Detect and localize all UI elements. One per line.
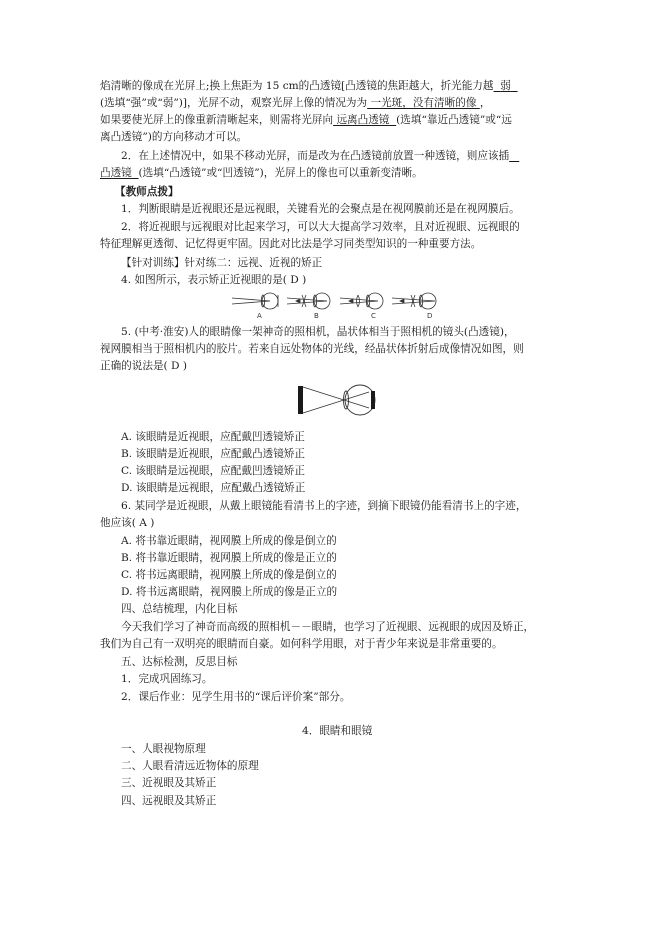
eye-diagram-b <box>287 293 330 309</box>
question-5-line3: 正确的说法是( D ) <box>100 360 188 372</box>
question-4: 4. 如图所示，表示矫正近视眼的是( D ) <box>121 274 307 286</box>
image-bar <box>371 391 375 409</box>
teacher-tip-heading: 【教师点拨】 <box>115 186 179 198</box>
object-bar <box>298 386 303 414</box>
tip-1: 1．判断眼睛是近视眼还是远视眼，关键看光的会聚点是在视网膜前还是在视网膜后。 <box>121 203 520 215</box>
board-item-3: 三、近视眼及其矫正 <box>121 777 217 789</box>
q6-option-c: C. 将书远离眼睛，视网膜上所成的像是倒立的 <box>121 569 337 581</box>
answer-blank: 远离凸透镜 <box>336 114 390 126</box>
question-5-line2: 视网膜相当于照相机内的胶片。若来自远处物体的光线，经晶状体折射后成像情况如图，则 <box>100 343 524 355</box>
answer-blank: 弱 <box>500 80 511 92</box>
section-5-item1: 1．完成巩固练习。 <box>121 673 213 685</box>
para1-line4: 离凸透镜”)的方向移动才可以。 <box>100 131 248 143</box>
para1-text-d: 如果要使光屏上的像重新清晰起来，则需将光屏向 <box>100 114 334 126</box>
para1-line3: 如果要使光屏上的像重新清晰起来，则需将光屏向 远离凸透镜 (选填“靠近凸透镜”或“远 <box>100 114 512 126</box>
q5-option-b: B. 该眼睛是近视眼，应配戴凸透镜矫正 <box>121 448 306 460</box>
summary-line1: 今天我们学习了神奇而高级的照相机－－眼睛，也学习了近视眼、远视眼的成因及矫正， <box>121 621 535 633</box>
para2-line1: 2．在上述情况中，如果不移动光屏，而是改为在凸透镜前放置一种透镜，则应该插 <box>121 150 519 163</box>
answer-blank: 一光斑，没有清晰的像 <box>370 97 477 109</box>
section-5-item2: 2．课后作业：见学生用书的“课后评价案”部分。 <box>121 691 351 703</box>
q4-eye-diagrams <box>230 290 445 322</box>
answer-blank-tail <box>509 150 519 162</box>
q6-option-a: A. 将书靠近眼睛，视网膜上所成的像是倒立的 <box>121 535 337 547</box>
question-6-line1: 6. 某同学是近视眼，从戴上眼镜能看清书上的字迹，到摘下眼镜仍能看清书上的字迹， <box>121 500 527 512</box>
board-item-4: 四、远视眼及其矫正 <box>121 795 217 807</box>
q6-option-b: B. 将书靠近眼睛，视网膜上所成的像是正立的 <box>121 552 337 564</box>
q5-eye-diagram <box>297 383 382 417</box>
q4-label-c: C <box>371 312 376 320</box>
q4-label-b: B <box>314 312 319 320</box>
question-5-line1: 5. (中考·淮安)人的眼睛像一架神奇的照相机，晶状体相当于照相机的镜头(凸透镜)， <box>121 326 515 338</box>
training-heading: 【针对训练】针对练二：远视、近视的矫正 <box>121 257 323 269</box>
board-item-1: 一、人眼视物原理 <box>121 743 206 755</box>
eye-diagram-a <box>232 293 278 309</box>
tip-2-line1: 2．将近视眼与远视眼对比起来学习，可以大大提高学习效率，且对近视眼、远视眼的 <box>121 221 520 233</box>
q4-label-d: D <box>427 312 433 320</box>
answer-blank: 凸透镜 <box>100 167 132 179</box>
para1-line1 <box>100 80 518 93</box>
section-4-heading: 四、总结梳理，内化目标 <box>121 603 238 615</box>
eye-diagram-d <box>392 293 436 309</box>
eye-diagram-c <box>340 293 383 309</box>
q4-label-a: A <box>257 312 262 320</box>
q5-option-a: A. 该眼睛是近视眼，应配戴凹透镜矫正 <box>121 431 305 443</box>
para1-line2: (选填“强”或“弱”)]，光屏不动，观察光屏上像的情况为为 一光斑，没有清晰的像 ， <box>100 97 491 109</box>
para2-line2: 凸透镜 (选填“凸透镜”或“凹透镜”)，光屏上的像也可以重新变清晰。 <box>100 167 423 179</box>
summary-line2: 我们为自己有一双明亮的眼睛而自豪。如何科学用眼，对于青少年来说是非常重要的。 <box>100 638 503 650</box>
section-5-heading: 五、达标检测，反思目标 <box>121 656 238 668</box>
para1-text-b: (选填“强”或“弱”)]，光屏不动，观察光屏上像的情况为为 <box>100 97 368 109</box>
board-title: 4．眼睛和眼镜 <box>302 725 373 737</box>
question-6-line2: 他应该( A ) <box>100 517 155 529</box>
q6-option-d: D. 将书远离眼睛，视网膜上所成的像是正立的 <box>121 586 338 598</box>
q5-option-c: C. 该眼睛是远视眼，应配戴凹透镜矫正 <box>121 465 305 477</box>
para1-text-a: 焰清晰的像成在光屏上;换上焦距为 15 cm的凸透镜[凸透镜的焦距越大，折光能力越 <box>100 80 494 92</box>
tip-2-line2: 特征理解更透彻、记忆得更牢固。因此对比法是学习同类型知识的一种重要方法。 <box>100 238 482 250</box>
q5-option-d: D. 该眼睛是远视眼，应配戴凸透镜矫正 <box>121 482 306 494</box>
board-item-2: 二、人眼看清远近物体的原理 <box>121 760 259 772</box>
